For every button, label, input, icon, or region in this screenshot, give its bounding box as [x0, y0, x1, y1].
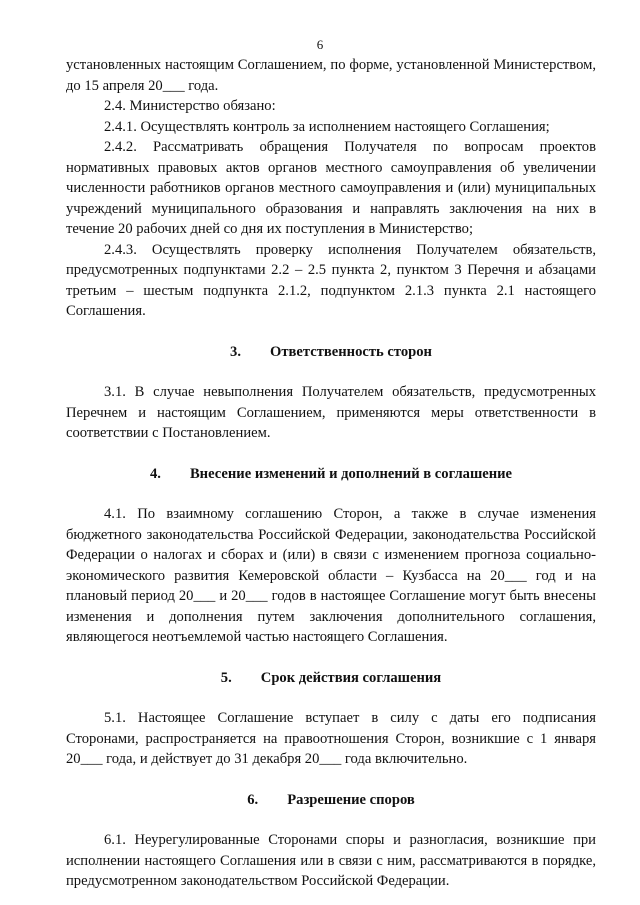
- paragraph-2-4-2: 2.4.2. Рассматривать обращения Получателя по вопросам проектов нормативных правовых актов органов местного самоуправления об увеличении численности работников органов местного самоуправления и (или) муниципальных учреждений муниципального образования и направлять заключения на них в течение 20 рабочих дней со дня их поступления в Министерство;: [66, 139, 596, 237]
- section-number: 3.: [230, 343, 241, 360]
- paragraph-2-4-3: 2.4.3. Осуществлять проверку исполнения Получателем обязательств, предусмотренных подпунктами 2.2 – 2.5 пункта 2, пунктом 3 Перечня и абзацами третьим – шестым подпункта 2.1.2, подпунктом 2.1.3 пункта 2.1 настоящего Соглашения.: [66, 241, 596, 319]
- section-number: 6.: [247, 791, 259, 808]
- section-number: 5.: [220, 669, 232, 686]
- paragraph-3-1: 3.1. В случае невыполнения Получателем обязательств, предусмотренных Перечнем и настоящим Соглашением, применяются меры ответственности в соответствии с Постановлением.: [66, 384, 596, 441]
- section-heading-6: [66, 790, 596, 811]
- paragraph-2-4-1: 2.4.1. Осуществлять контроль за исполнением настоящего Соглашения;: [104, 118, 550, 135]
- paragraph-continuation: установленных настоящим Соглашением, по форме, установленной Министерством, до 15 апреля 20___ года.: [66, 57, 596, 94]
- section-heading-3: [66, 342, 596, 363]
- section-heading-4: [66, 464, 596, 485]
- section-number: 4.: [149, 465, 161, 482]
- paragraph-6-1: 6.1. Неурегулированные Сторонами споры и разногласия, возникшие при исполнении настоящего Соглашения или в связи с ним, рассматриваются в порядке, предусмотренном законодательством Российской Федерации.: [66, 832, 596, 889]
- paragraph-5-1: 5.1. Настоящее Соглашение вступает в силу с даты его подписания Сторонами, распространяется на правоотношения Сторон, возникшие с 1 января 20___ года, и действует до 31 декабря 20___ года включительно.: [66, 710, 596, 767]
- section-heading-5: [66, 668, 596, 689]
- section-title: Разрешение споров: [287, 791, 415, 808]
- page-number: 6: [316, 37, 324, 52]
- section-title: Ответственность сторон: [270, 343, 432, 360]
- paragraph-2-4: 2.4. Министерство обязано:: [104, 98, 276, 114]
- document-body: [66, 55, 596, 892]
- section-title: Срок действия соглашения: [260, 669, 442, 686]
- paragraph-4-1: 4.1. По взаимному соглашению Сторон, а также в случае изменения бюджетного законодательства Российской Федерации, законодательства Российской Федерации о налогах и сборах и (или) в связи с изменением прогноза социально-экономического развития Кемеровской области – Кузбасса на 20___ год и на плановый период 20___ и 20___ годов в настоящее Соглашение могут быть внесены изменения и дополнения путем заключения дополнительного соглашения, являющегося неотъемлемой частью настоящего Соглашения.: [66, 506, 596, 645]
- section-title: Внесение изменений и дополнений в соглашение: [189, 465, 513, 482]
